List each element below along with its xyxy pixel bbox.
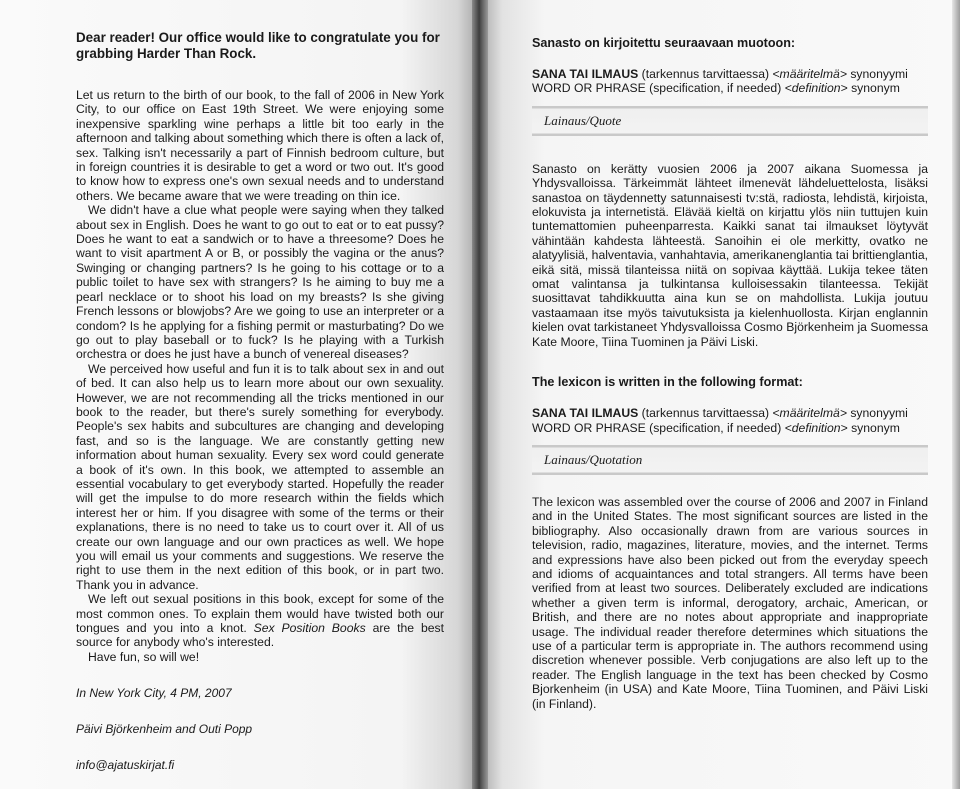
format-spec-fi: (tarkennus tarvittaessa) [638, 67, 773, 81]
format-term-fi: SANA TAI ILMAUS [532, 67, 639, 81]
format-term-fi-2: SANA TAI ILMAUS [532, 406, 639, 421]
book-gutter [472, 0, 488, 789]
authors: Päivi Björkenheim and Outi Popp [76, 722, 253, 737]
foreword-body [76, 88, 444, 650]
right-page [488, 0, 960, 789]
quote-box-1 [532, 106, 928, 136]
left-page [0, 0, 472, 789]
format-line-en-2 [532, 421, 928, 435]
foreword-paragraph-4 [76, 592, 444, 650]
foreword-paragraph-1: Let us return to the birth of our book, to the fall of 2006 in New York City, to our office on East 19th Street. We were enjoying some inexpensive sparkling wine perhaps a little bit too early in the afternoon and talking about something which there is often a lack of, sex. Talking isn't necessarily a part of Finnish bedroom culture, but in foreign countries it is desirable to get a word or two out. It's good to know how to express one's own sexual needs and to understand others. We became aware that we were treading on thin ice. [76, 88, 444, 203]
format-line-en [532, 81, 928, 95]
format-def-en-2: <definition> [784, 420, 848, 435]
format-heading-fi: Sanasto on kirjoitettu seuraavaan muotoon: [532, 36, 796, 50]
format-syn-fi: synonyymi [846, 67, 908, 81]
right-page-edge [952, 0, 960, 789]
paragraph-fi: Sanasto on kerätty vuosien 2006 ja 2007 aikana Suomessa ja Yhdysvalloissa. Tärkeimmät lähteet ilmenevät lähdeluettelosta, lisäksi sanastoa on täydennetty satunnaisesti tv:stä, radiosta, lehdistä, kirjoista, elokuvista ja internetistä. Elävää kieltä on kirjattu ylös niin tuttujen kuin tuntemattomien puheenparresta. Kaikki sanat tai ilmaukset löytyvät vähintään kahdesta lähteestä. Sanoihin ei ole merkitty, ovatko ne alatyylisiä, halventavia, vanhahtavia, amerikanenglantia tai brittienglantia, eikä sitä, missä tilanteissa niitä on sopivaa käyttää. Lukija tekee täten omat valintansa ja tulkintansa kulloisessakin tilanteessa. Tekijät suosittavat tahdikkuutta aina kun se on mahdollista. Lukija joutuu vastaamaan itse myös taivutuksista ja kielenhuollosta. Kirjan englannin kielen ovat tarkistaneet Yhdysvalloissa Cosmo Björkenheim ja Suomessa Kate Moore, Tiina Tuominen ja Päivi Liski. [532, 161, 928, 349]
format-def-en: <definition> [784, 81, 848, 96]
format-term-en: WORD OR PHRASE [532, 81, 646, 96]
foreword-paragraph-2: We didn't have a clue what people were saying when they talked about sex in English. Does he want to go out to eat or to eat pussy? Does he want to eat a sandwich or to have a threesome? Does he want to visit apartment A or B, or possibly the vagina or the anus? Swinging or changing partners? Is he going to his cottage or to a public toilet to have sex with strangers? Is he aiming to buy me a pearl necklace or to shoot his load on my breasts? Is she giving French lessons or blowjobs? Are we going to use an interpreter or a condom? Is he applying for a fishing permit or masturbating? Do we go out to play baseball or to fuck? Is he playing with a Turkish orchestra or does he just have a bunch of venereal diseases? [76, 203, 444, 362]
para4-italic: Sex Position Books [253, 621, 366, 636]
greeting-heading: Dear reader! Our office would like to congratulate you for grabbing Harder Than Rock. [76, 30, 440, 61]
format-spec-fi-2: (tarkennus tarvittaessa) [638, 406, 773, 421]
format-syn-en: synonym [847, 81, 900, 96]
right-page-content [532, 36, 928, 711]
format-def-fi-2: <määritelmä> [772, 406, 847, 421]
closing-line: Have fun, so will we! [88, 649, 200, 664]
format-heading-en: The lexicon is written in the following format: [532, 375, 803, 390]
contact-email: info@ajatuskirjat.fi [76, 758, 175, 773]
format-spec-en-2: (specification, if needed) [645, 420, 785, 435]
para4-start: We left out sexual positions in this book, except for some of the most common ones. To explain them would have twisted both our tongues and you into a knot. [76, 592, 444, 636]
quote-box-2 [532, 445, 928, 475]
place-date: In New York City, 4 PM, 2007 [76, 686, 232, 701]
paragraph-en: The lexicon was assembled over the course of 2006 and 2007 in Finland and in the United States. The most significant sources are listed in the bibliography. Also occasionally drawn from are various sources in television, radio, magazines, literature, movies, and the internet. Terms and expressions have also been picked out from the everyday speech and idioms of acquaintances and total strangers. All terms have been verified from at least two sources. Deliberately excluded are indications whether a given term is informal, derogatory, archaic, American, or British, and there are no notes about appropriate and inappropriate usage. The individual reader therefore determines which situations the use of a particular term is appropriate in. The authors recommend using discretion whenever possible. Verb conjugations are also left up to the reader. The English language in the text has been checked by Cosmo Bjorkenheim (in USA) and Kate Moore, Tiina Tuominen, and Päivi Liski (in Finland). [532, 494, 928, 711]
format-line-fi-2 [532, 406, 928, 420]
format-spec-en: (specification, if needed) [645, 81, 785, 96]
format-syn-en-2: synonym [847, 420, 900, 435]
format-term-en-2: WORD OR PHRASE [532, 420, 646, 435]
format-line-fi [532, 67, 928, 81]
quote-label-2: Lainaus/Quotation [544, 451, 643, 467]
quote-label-1: Lainaus/Quote [544, 112, 622, 128]
format-syn-fi-2: synonyymi [846, 406, 908, 421]
format-def-fi: <määritelmä> [772, 67, 847, 81]
para4-end: are the best source for anybody who's interested. [76, 621, 444, 650]
left-page-content [76, 30, 444, 772]
foreword-paragraph-3: We perceived how useful and fun it is to talk about sex in and out of bed. It can also help us to learn more about our own sexuality. However, we are not recommending all the tricks mentioned in our book to the reader, but there's surely something for everybody. People's sex habits and subcultures are changing and developing fast, and so is the language. We are constantly getting new information about human sexuality. Every sex word could generate a book of it's own. In this book, we attempted to assemble an essential vocabulary to get everybody started. Hopefully the reader will get the impulse to do more research within the fields which interest her or him. If you disagree with some of the terms or their explanations, there is no need to take us to court over it. All of us create our own language and our own practices as well. We hope you will email us your comments and suggestions. We reserve the right to use them in the next edition of this book, or in part two. Thank you in advance. [76, 361, 444, 592]
